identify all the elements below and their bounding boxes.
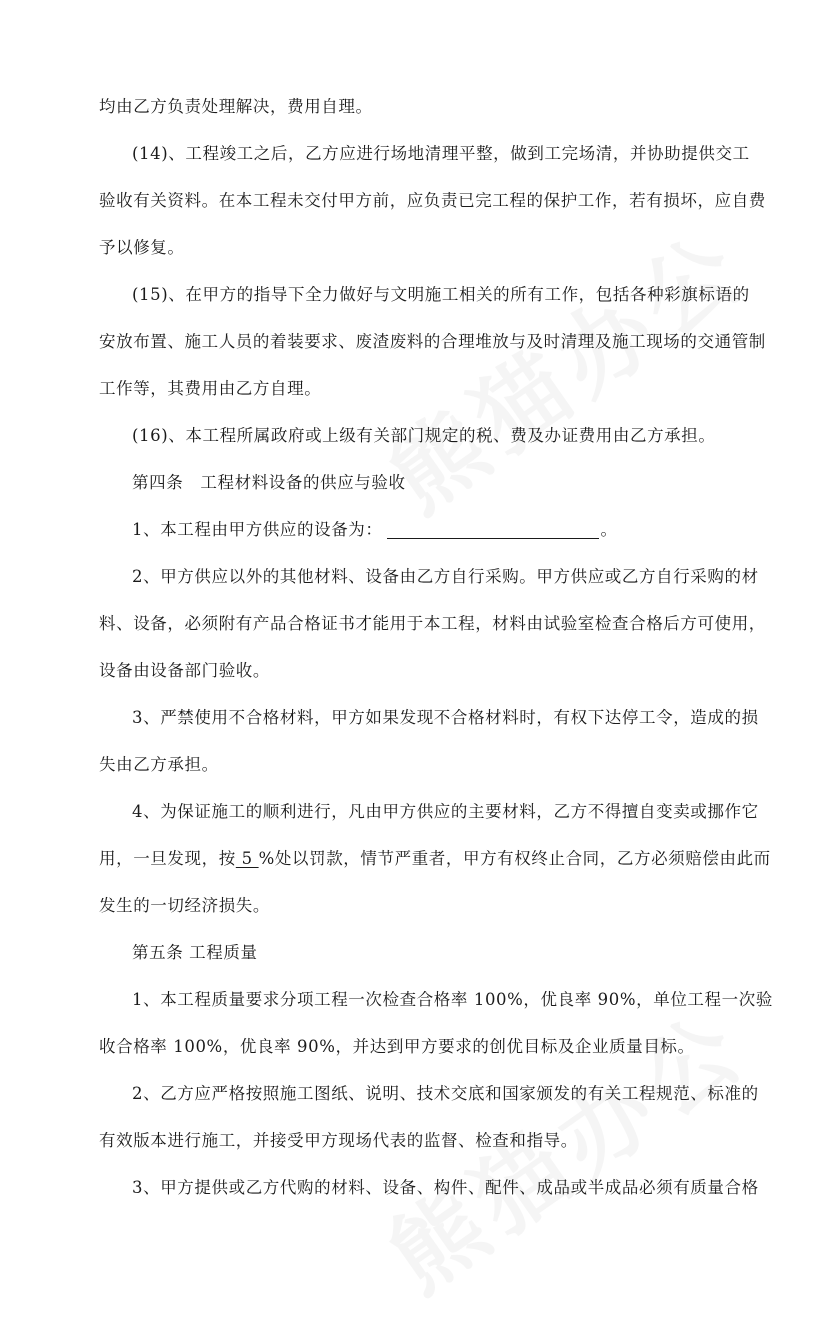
paragraph-line: 1、本工程质量要求分项工程一次检查合格率 100%，优良率 90%，单位工程一次验 [132, 990, 773, 1009]
paragraph-line: 3、甲方提供或乙方代购的材料、设备、构件、配件、成品或半成品必须有质量合格 [132, 1178, 759, 1197]
paragraph-line: 3、严禁使用不合格材料，甲方如果发现不合格材料时，有权下达停工令，造成的损 [132, 708, 759, 727]
paragraph-line: 失由乙方承担。 [99, 755, 219, 774]
article-heading: 第四条 工程材料设备的供应与验收 [132, 473, 406, 492]
paragraph-line: 料、设备，必须附有产品合格证书才能用于本工程，材料由试验室检查合格后方可使用， [99, 614, 766, 633]
paragraph-line: 安放布置、施工人员的着装要求、废渣废料的合理堆放与及时清理及施工现场的交通管制 [99, 332, 766, 351]
paragraph-line: 予以修复。 [99, 238, 185, 257]
paragraph-line: 有效版本进行施工，并接受甲方现场代表的监督、检查和指导。 [99, 1131, 578, 1150]
paragraph-line: 收合格率 100%，优良率 90%，并达到甲方要求的创优目标及企业质量目标。 [99, 1037, 695, 1056]
paragraph-line: 发生的一切经济损失。 [99, 896, 270, 915]
paragraph-line: 2、乙方应严格按照施工图纸、说明、技术交底和国家颁发的有关工程规范、标准的 [132, 1084, 759, 1103]
fill-in-blank [387, 516, 599, 539]
clause-text: 。 [600, 520, 618, 539]
paragraph-line [99, 511, 764, 548]
paragraph-line: (14)、工程竣工之后，乙方应进行场地清理平整，做到工完场清，并协助提供交工 [132, 144, 750, 163]
document-body [99, 88, 773, 1206]
paragraph-line: 4、为保证施工的顺利进行，凡由甲方供应的主要材料，乙方不得擅自变卖或挪作它 [132, 802, 759, 821]
paragraph-line: 工作等，其费用由乙方自理。 [99, 379, 322, 398]
clause-text: 用，一旦发现，按 [99, 849, 236, 868]
paragraph-line: 设备由设备部门验收。 [99, 661, 270, 680]
clause-text: 1、本工程由甲方供应的设备为： [132, 520, 383, 539]
paragraph-line: 2、甲方供应以外的其他材料、设备由乙方自行采购。甲方供应或乙方自行采购的材 [132, 567, 759, 586]
paragraph-line: 均由乙方负责处理解决，费用自理。 [99, 97, 373, 116]
paragraph-line: (16)、本工程所属政府或上级有关部门规定的税、费及办证费用由乙方承担。 [132, 426, 716, 445]
paragraph-line: (15)、在甲方的指导下全力做好与文明施工相关的所有工作，包括各种彩旗标语的 [132, 285, 750, 304]
paragraph-line: 验收有关资料。在本工程未交付甲方前，应负责已完工程的保护工作，若有损坏，应自费 [99, 191, 766, 210]
penalty-percent: 5 [235, 849, 259, 868]
clause-text: %处以罚款，情节严重者，甲方有权终止合同，乙方必须赔偿由此而 [258, 849, 771, 868]
article-heading: 第五条 工程质量 [132, 943, 258, 962]
paragraph-line [99, 840, 771, 877]
